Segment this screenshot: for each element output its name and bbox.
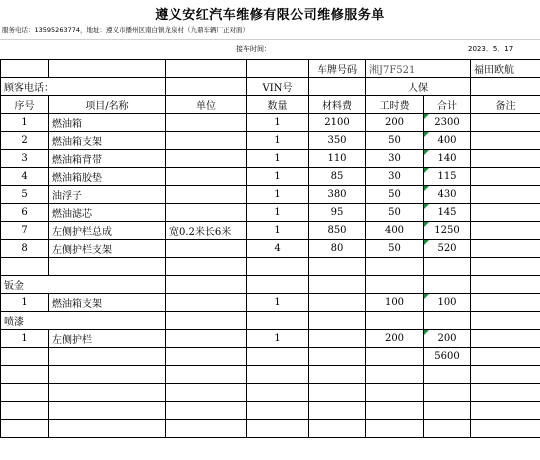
table-row: 7 左侧护栏总成 宽0.2米长6米 1 850 400 1250 bbox=[1, 222, 540, 240]
vehicle-brand: 福田欧航 bbox=[471, 60, 540, 78]
empty-row bbox=[1, 366, 540, 384]
customer-phone-label: 顾客电话： bbox=[1, 78, 166, 96]
table-row: 5 油浮子 1 380 50 430 bbox=[1, 186, 540, 204]
plate-number: 湘J7F521 bbox=[366, 60, 471, 78]
grand-total-row bbox=[1, 348, 540, 366]
order-date: 2023．5．17 bbox=[468, 45, 514, 53]
receive-time-label: 接车时间： bbox=[236, 45, 271, 53]
col-no: 序号 bbox=[1, 96, 49, 114]
table-row: 4 燃油箱胶垫 1 85 30 115 bbox=[1, 168, 540, 186]
divider bbox=[0, 39, 540, 40]
section-label: 钣金 bbox=[1, 276, 166, 294]
col-material: 材料费 bbox=[309, 96, 366, 114]
grand-total: 5600 bbox=[424, 348, 471, 366]
insurer: 人保 bbox=[366, 78, 471, 96]
section-label: 喷漆 bbox=[1, 312, 166, 330]
contact-line: 服务电话：13595263774，地址：遵义市播州区南白镇龙泉村（九鼎车辆厂正对面） bbox=[2, 26, 249, 34]
table-row: 1 左侧护栏 1 200 200 bbox=[1, 330, 540, 348]
document-title: 遵义安红汽车维修有限公司维修服务单 bbox=[155, 8, 385, 23]
table-row: 1 燃油箱支架 1 100 100 bbox=[1, 294, 540, 312]
plate-label: 车牌号码 bbox=[309, 60, 366, 78]
empty-row bbox=[1, 384, 540, 402]
table-row: 8 左侧护栏支架 4 80 50 520 bbox=[1, 240, 540, 258]
col-qty: 数量 bbox=[247, 96, 309, 114]
section-header-sheet-metal bbox=[1, 276, 540, 294]
plate-row bbox=[1, 60, 540, 78]
table-row: 2 燃油箱支架 1 350 50 400 bbox=[1, 132, 540, 150]
table-row: 6 燃油滤芯 1 95 50 145 bbox=[1, 204, 540, 222]
empty-row bbox=[1, 402, 540, 420]
customer-row bbox=[1, 78, 540, 96]
col-name: 项目/名称 bbox=[49, 96, 166, 114]
table-row: 1 燃油箱 1 2100 200 2300 bbox=[1, 114, 540, 132]
col-labor: 工时费 bbox=[366, 96, 424, 114]
service-table bbox=[0, 59, 540, 438]
col-total: 合计 bbox=[424, 96, 471, 114]
section-header-paint bbox=[1, 312, 540, 330]
col-unit: 单位 bbox=[166, 96, 247, 114]
vin-label: VIN号 bbox=[247, 78, 309, 96]
empty-row bbox=[1, 420, 540, 438]
column-headers bbox=[1, 96, 540, 114]
table-row: 3 燃油箱背带 1 110 30 140 bbox=[1, 150, 540, 168]
empty-row bbox=[1, 258, 540, 276]
col-remark: 备注 bbox=[471, 96, 540, 114]
